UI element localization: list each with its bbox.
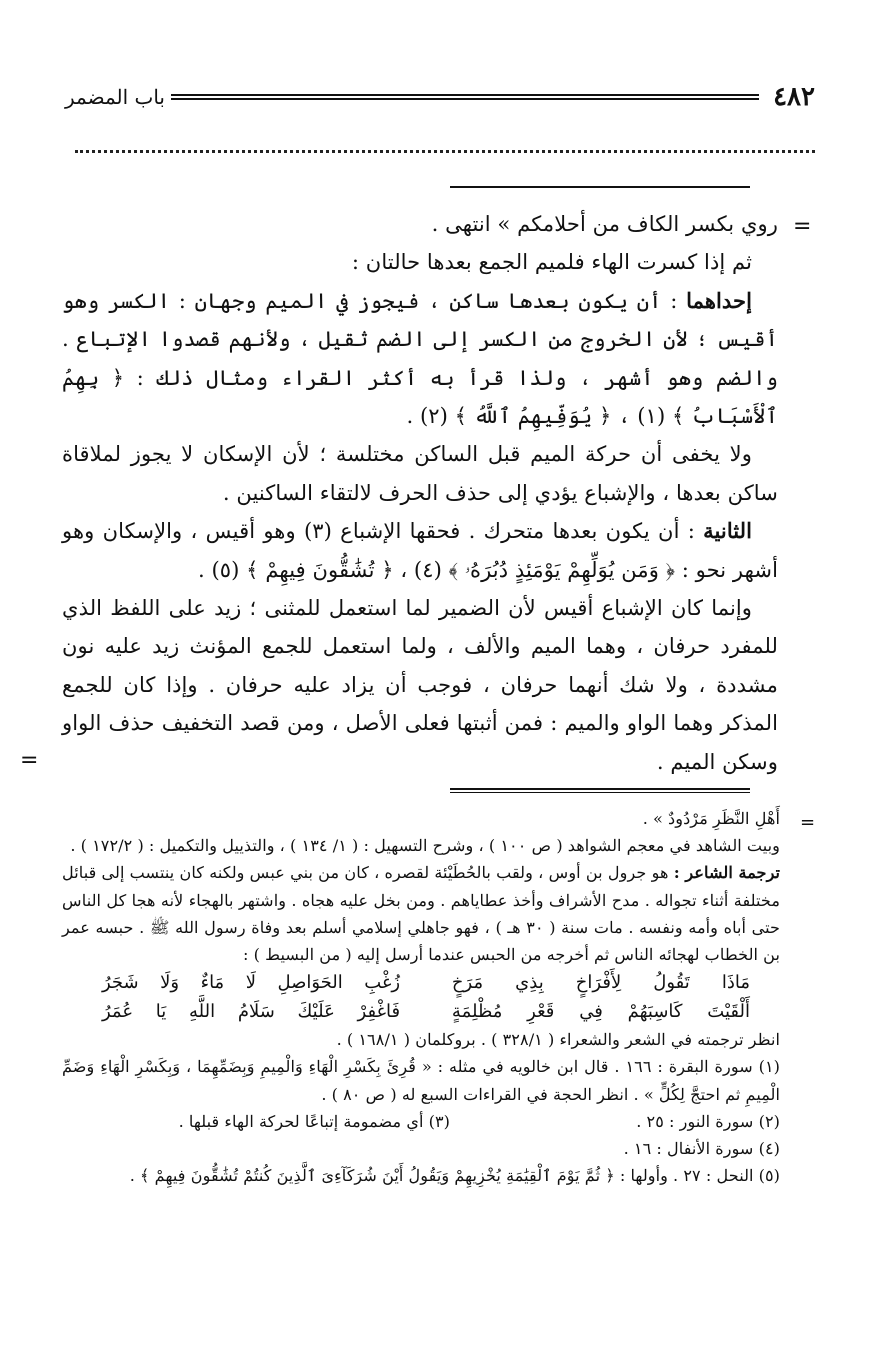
poet-biography [62,859,780,968]
footnote-row-2-3 [62,1108,780,1135]
verse-2-first-hemistich: أَلْقَيْتَ كَاسِبَهُمْ فِي قَعْرِ مُظْلِمَةٍ [451,1001,750,1023]
poet-biography-label: ترجمة الشاعر : [673,863,781,883]
header-double-rule [171,94,759,100]
paragraph-4: ولا يخفى أن حركة الميم قبل الساكن مختلسة ؛ لأن الإسكان لا يجوز لملاقاة ساكن بعدها ، والإشباع يؤدي إلى حذف الحرف لالتقاء الساكنين . [62,441,778,505]
footnote-3: (٣) أي مضمومة إتباعًا لحركة الهاء قبلها . [178,1111,450,1131]
separator-rule-top [450,186,750,188]
dotted-separator [75,150,815,153]
verse-line-2 [62,997,780,1026]
footnote-bio-reference: انظر ترجمته في الشعر والشعراء ( ٣٢٨/١ ) . بروكلمان ( ١٦٨/١ ) . [336,1030,780,1050]
paragraph-1: روي بكسر الكاف من أحلامكم » انتهى . [431,211,778,236]
main-text [62,205,778,781]
chapter-title: باب المضمر [65,85,165,109]
poet-biography-text: هو جرول بن أوس ، ولقب بالحُطَيْئة لقصره ، كان من بني عبس ولكنه كان ينتسب إلى قبائل مختلفة أثناء تجواله . مدح الأشراف وأخذ عطاياهم . ومن بخل عليه هجاه . واشتهر بالهجاء لأنه هجا كل الناس حتى أباه وأمه ونفسه . مات سنة ( ٣٠ هـ ) ، فهو جاهلي إسلامي أسلم بعد وفاة رسول الله ﷺ . حبسه عمر بن الخطاب لهجائه الناس ثم أخرجه من الحبس عندما أرسل إليه ( من البسيط ) : [62,863,780,965]
page-header [65,82,815,112]
continuation-mark-bottom: = [20,748,39,773]
paragraph-6: وإنما كان الإشباع أقيس لأن الضمير لما استعمل للمثنى ؛ زيد على اللفظ الذي للمفرد حرفان ، وهما الميم والألف ، ولما استعمل للجمع المؤنث زيد عليه نون مشددة ، ولا شك أنهما حرفان ، فوجب أن يزاد عليه حرفان . وإذا كان للجمع المذكر وهما الواو والميم : فمن أثبتها فعلى الأصل ، ومن قصد التخفيف حذف الواو وسكن الميم . [62,595,778,774]
footnote-1: (١) سورة البقرة : ١٦٦ . قال ابن خالويه في مثله : « قُرِئَ بِكَسْرِ الْهَاءِ وَالْمِيمِ وَبِضَمِّهِمَا ، وَبِكَسْرِ الْهَاءِ وَضَمِّ الْمِيمِ ثم احتجَّ لِكُلٍّ » . انظر الحجة في القراءات السبع له ( ص ٨٠ ) . [62,1057,780,1104]
paragraph-3-text: : أن يكون بعدها ساكن ، فيجوز في الميم وجهان : الكسر وهو أقيس ؛ لأن الخروج من الكسر إلى الضم ثقيل ، ولأنهم قصدوا الإتباع . والضم وهو أشهر ، ولذا قرأ به أكثر القراء ومثال ذلك : ﴿ بِهِمُ ٱلْأَسْبَابُ ﴾ (١) ، ﴿ يُوَفِّيهِمُ ٱللَّهُ ﴾ (٢) . [62,287,778,429]
paragraph-3 [62,282,778,436]
paragraph-5-label: الثانية [703,518,753,544]
paragraph-5-text: : أن يكون بعدها متحرك . فحقها الإشباع (٣) وهو أقيس ، والإسكان وهو أشهر نحو : ﴿ وَمَن يُوَلِّهِمْ يَوْمَئِذٍ دُبُرَهُۥ ﴾ (٤) ، ﴿ تُشَٰقُّونَ فِيهِمْ ﴾ (٥) . [62,518,778,582]
footnote-continuation: أَهْلِ النَّظَرِ مَرْدُودٌ » . [642,809,780,828]
footnote-separator-rule [450,788,750,793]
verse-2-second-hemistich: فَاغْفِرْ عَلَيْكَ سَلَامُ اللَّهِ يَا عُمَرُ [102,1001,401,1023]
verse-1-second-hemistich: زُغْبِ الحَوَاصِلِ لَا مَاءٌ وَلَا شَجَرُ [102,972,401,994]
footnote-5: (٥) النحل : ٢٧ . وأولها : ﴿ ثُمَّ يَوْمَ ٱلْقِيَٰمَةِ يُخْزِيهِمْ وَيَقُولُ أَيْنَ شُرَكَآءِىَ ٱلَّذِينَ كُنتُمْ تُشَٰقُّونَ فِيهِمْ ﴾ . [129,1166,780,1186]
paragraph-3-label: إحداهما [686,287,752,313]
verse-1-first-hemistich: مَاذَا تَقُولُ لِأَفْرَاخٍ بِذِي مَرَخٍ [451,972,750,994]
paragraph-5 [62,512,778,589]
page-number: ٤٨٢ [773,82,815,112]
footnote-4: (٤) سورة الأنفال : ١٦ . [623,1139,780,1159]
paragraph-2: ثم إذا كسرت الهاء فلميم الجمع بعدها حالتان : [351,249,752,275]
continuation-mark-top: = [793,214,812,239]
continuation-mark-footnote: = [800,812,816,833]
footnote-source: وبيت الشاهد في معجم الشواهد ( ص ١٠٠ ) ، وشرح التسهيل : ( ١/ ١٣٤ ) ، والتذييل والتكميل : ( ١٧٢/٢ ) . [70,836,780,856]
footnotes [62,805,780,1189]
verse-line-1 [62,968,780,997]
footnote-2: (٢) سورة النور : ٢٥ . [636,1111,780,1131]
